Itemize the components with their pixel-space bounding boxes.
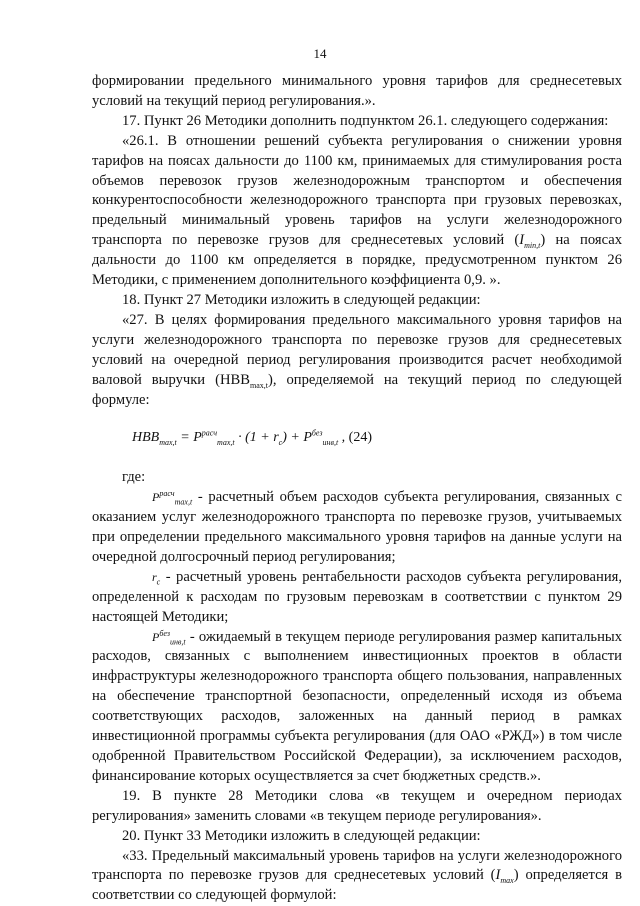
formula-number: (24) (348, 430, 372, 446)
definition-2 (92, 568, 622, 628)
definition-2-text: - расчетный уровень рентабельности расходов субъекта регулирования, определенной к расходам по грузовым перевозкам в соответствии с пунктом 29 настоящей Методики; (92, 568, 622, 625)
paragraph-26-1-cont: на поясах дальности до 1100 км определяется в порядке, предусмотренном пунктом 26 Методики, с применением дополнительного коэффициента 0,9. ». (92, 232, 622, 289)
symbol-p-rasch: $P^{расч}_{max,t}$ (152, 489, 193, 507)
symbol-p-bez: $P^{без}_{инв,t}$ (152, 628, 186, 646)
symbol-rc: $r_c$ (152, 569, 161, 587)
formula-24: $HBB_{max,t} = P^{расч}_{max,t} \cdot (1 + r_c) + P^{без}_{инв,t}$ , (24) (132, 428, 372, 448)
paragraph-26-1: «26.1. В отношении решений субъекта регулирования о снижении уровня тарифов на поясах дальности до 1100 км, принимаемых для стимулирования роста объемов перевозок грузов железнодорожным транспортом и обеспечения конкурентоспособности железнодорожного транспорта при грузовых перевозках, предельный минимальный уровень тарифов на услуги железнодорожного транспорта по перевозке грузов для среднесетевых условий $(I_{min,t})$ на поясах дальности до 1100 км определяется в порядке, предусмотренном пунктом 26 Методики, с применением дополнительного коэффициента 0,9. ». (92, 132, 622, 289)
paragraph-33: «33. Предельный максимальный уровень тарифов на услуги железнодорожного транспорта по перевозке грузов для среднесетевых условий $(I_{max})$ определяется в соответствии со следующей формулой: (92, 847, 622, 904)
paragraph-1: формировании предельного минимального уровня тарифов для среднесетевых условий на текущий период регулирования.». (92, 73, 622, 109)
definition-1-text: - расчетный объем расходов субъекта регулирования, связанных с оказанием услуг железнодорожного транспорта по перевозке грузов, учитываемых при определении предельного максимального уровня тарифов на данные услуги на очередной долгосрочный период регулирования; (92, 489, 622, 565)
definition-3 (92, 628, 622, 787)
paragraph-33-end: определяется в соответствии со следующей формулой: (92, 867, 622, 904)
paragraph-26-1-text: «26.1. В отношении решений субъекта регулирования о снижении уровня тарифов на поясах дальности до 1100 км, принимаемых для стимулирования роста объемов перевозок грузов железнодорожным транспортом и обеспечения конкурентоспособности железнодорожного транспорта при грузовых перевозках, предельный минимальный уровень тарифов на услуги железнодорожного транспорта по перевозке грузов для среднесетевых условий (92, 132, 622, 249)
paragraph-27-end: определяемой на текущий период по следующей формуле: (92, 371, 622, 408)
paragraph-17: 17. Пункт 26 Методики дополнить подпунктом 26.1. следующего содержания: (122, 112, 609, 129)
paragraph-33-text: «33. Предельный максимальный уровень тарифов на услуги железнодорожного транспорта по перевозке грузов для среднесетевых условий (92, 847, 622, 884)
where-label: где: (122, 469, 146, 486)
paragraph-18: 18. Пункт 27 Методики изложить в следующей редакции: (122, 291, 481, 308)
paragraph-27: «27. В целях формирования предельного максимального уровня тарифов на услуги железнодорожного транспорта по перевозке грузов для среднесетевых условий на очередной период регулирования производится расчет необходимой валовой выручки $(НВВ_{max,t})$, определяемой на текущий период по следующей формуле: (92, 311, 622, 408)
definition-1 (92, 488, 622, 568)
paragraph-20: 20. Пункт 33 Методики изложить в следующей редакции: (122, 827, 481, 844)
page-number: 14 (313, 46, 327, 61)
definition-3-text: - ожидаемый в текущем периоде регулирования размер капитальных расходов, связанных с выполнением инвестиционных проектов в области инфраструктуры железнодорожного транспорта общего пользования, направленных на обеспечение транспортной безопасности, определенный исходя из объема соответствующих расходов, заложенных на данный период в рамках инвестиционной программы субъекта регулирования (для ОАО «РЖД») в том числе одобренной Правительством Российской Федерации), за исключением расходов, финансирование которых осуществляется за счет бюджетных средств.». (92, 628, 622, 784)
paragraph-27-text: «27. В целях формирования предельного максимального уровня тарифов на услуги железнодорожного транспорта по перевозке грузов для среднесетевых условий на очередной период регулирования производится расчет необходимой валовой выручки (92, 311, 622, 388)
document-body (92, 72, 622, 906)
paragraph-19: 19. В пункте 28 Методики слова «в текущем и очередном периодах регулирования» заменить словами «в текущем периоде регулирования». (92, 787, 622, 824)
